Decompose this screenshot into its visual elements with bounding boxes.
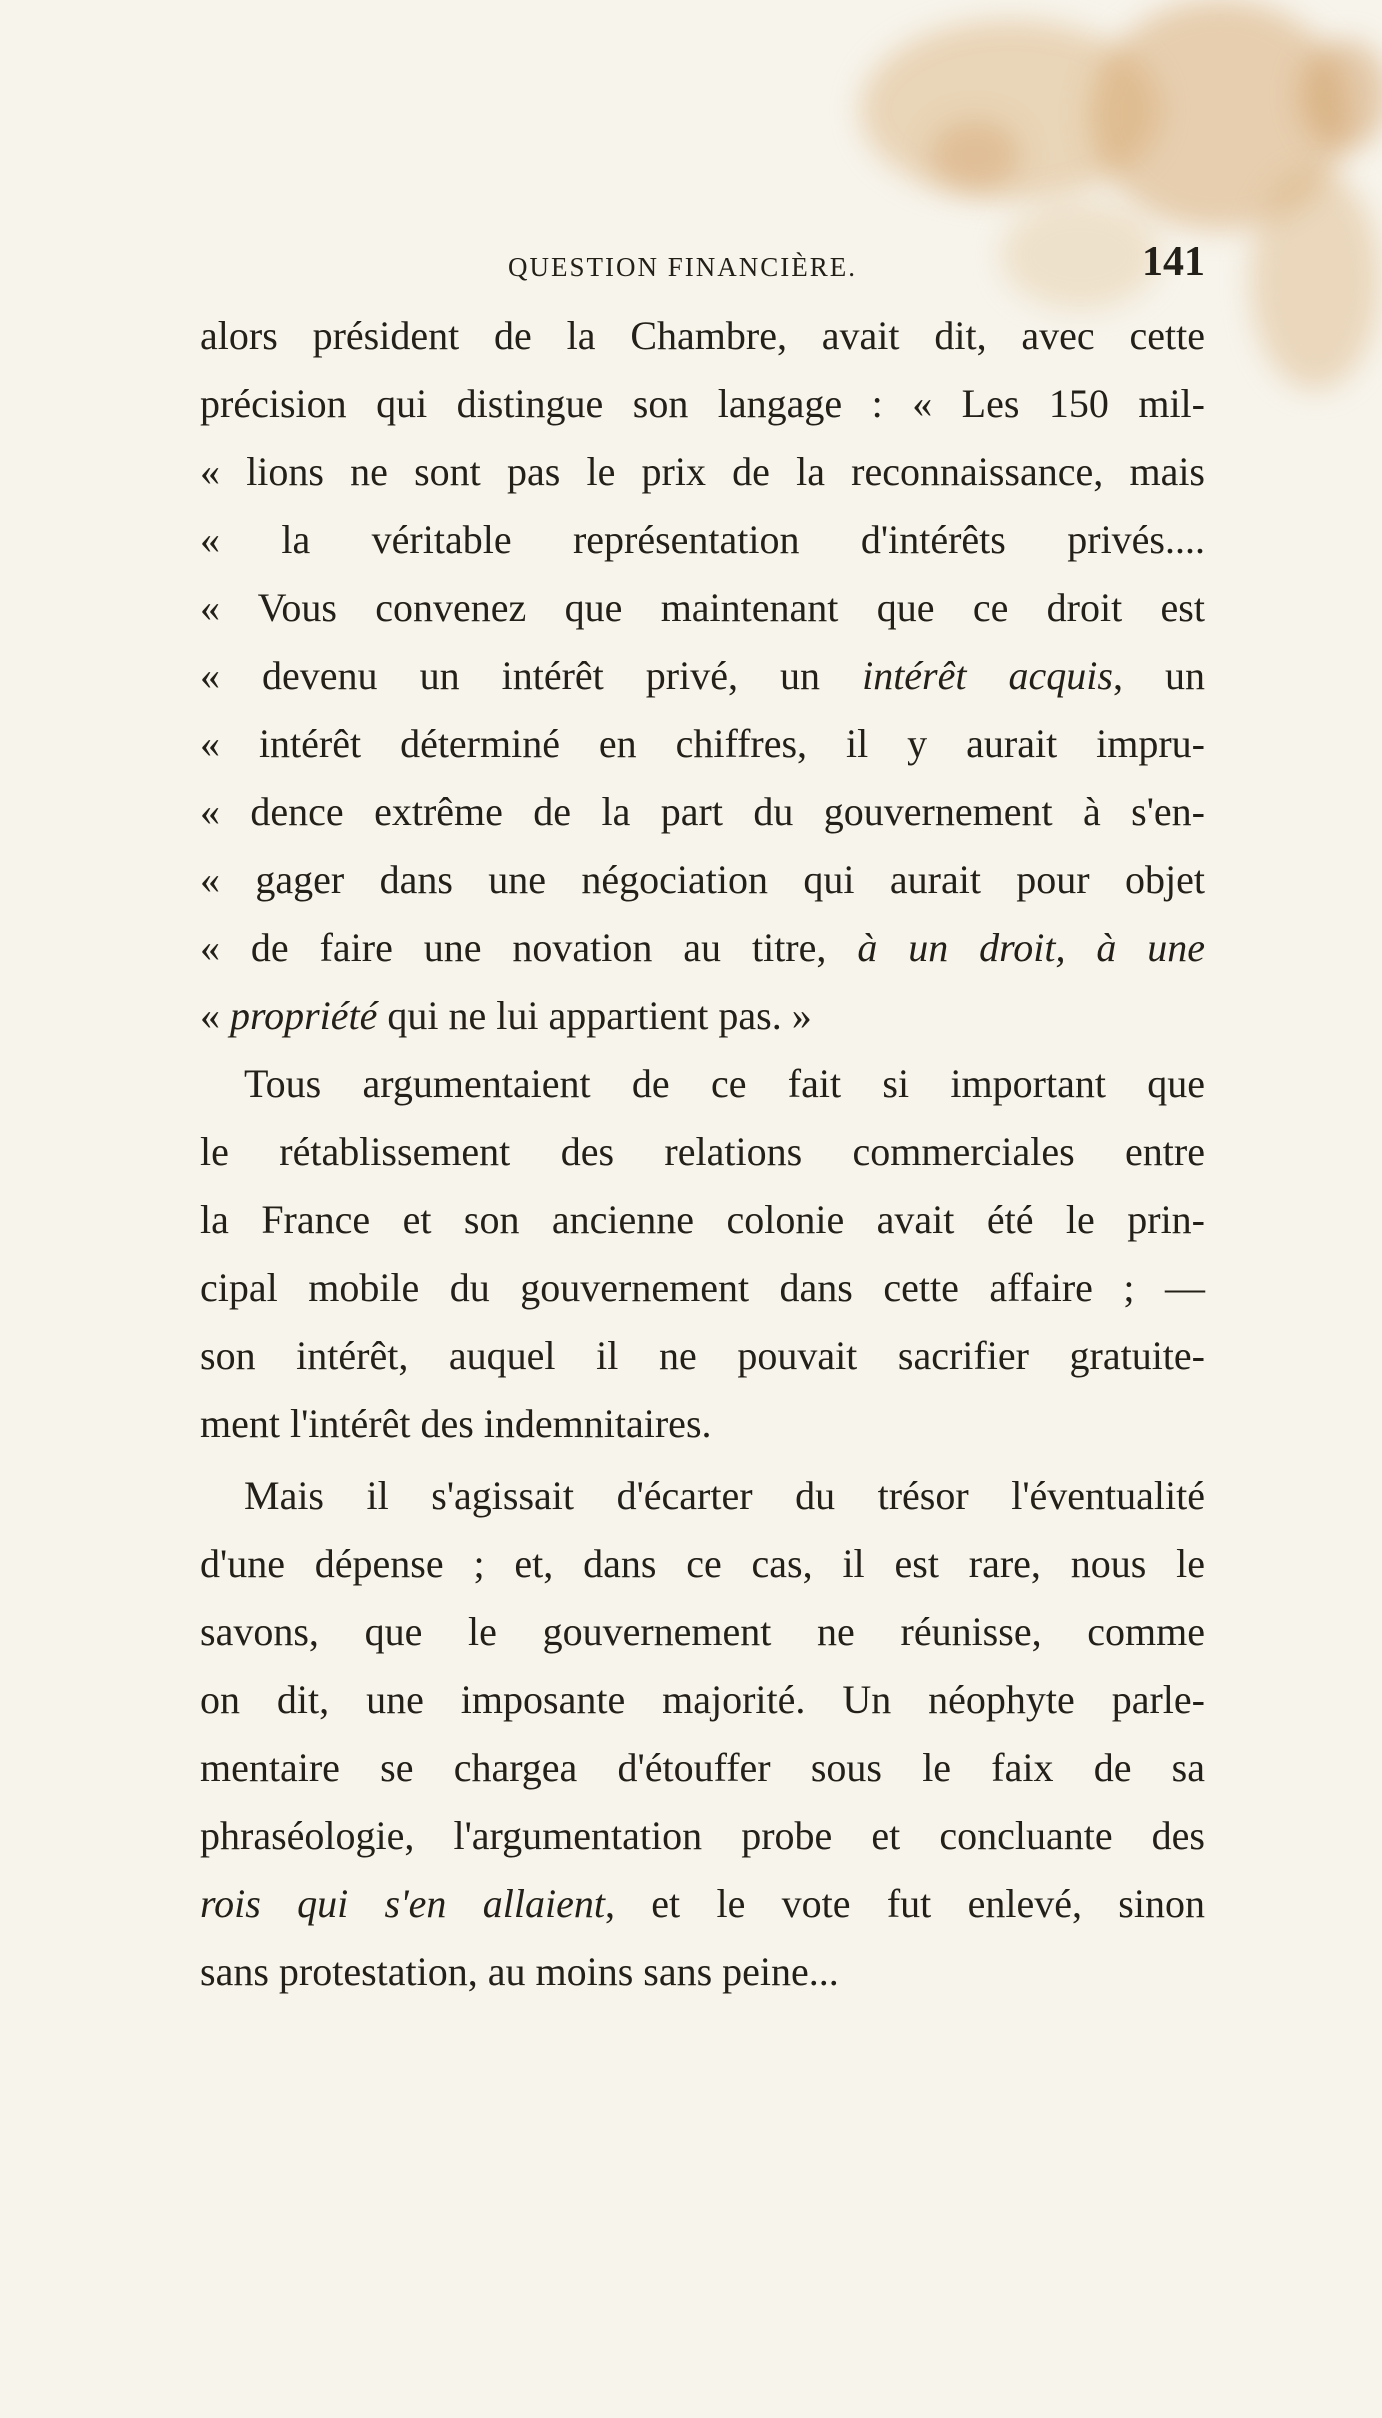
paragraph-first-line: Mais il s'agissait d'écarter du trésor l'éventualité (244, 1473, 1205, 1518)
text-line: « dence extrême de la part du gouvernement à s'en- (200, 789, 1205, 834)
italic-phrase: intérêt acquis (862, 653, 1113, 698)
text-line: cipal mobile du gouvernement dans cette affaire ; — (200, 1265, 1205, 1310)
text-line: précision qui distingue son langage : « Les 150 mil- (200, 381, 1205, 426)
text-line: phraséologie, l'argumentation probe et concluante des (200, 1813, 1205, 1858)
text-line: « gager dans une négociation qui aurait pour objet (200, 857, 1205, 902)
text-line: le rétablissement des relations commerciales entre (200, 1129, 1205, 1174)
text-line: sans protestation, au moins sans peine... (200, 1949, 839, 1994)
text-line: la France et son ancienne colonie avait été le prin- (200, 1197, 1205, 1242)
text-line: ment l'intérêt des indemnitaires. (200, 1401, 712, 1446)
text-segment: « (200, 993, 220, 1038)
italic-phrase: rois qui s'en allaient (200, 1881, 605, 1926)
text-line: « Vous convenez que maintenant que ce droit est (200, 585, 1205, 630)
running-title: QUESTION FINANCIÈRE. (508, 252, 857, 282)
text-line: « intérêt déterminé en chiffres, il y aurait impru- (200, 721, 1205, 766)
text-line: savons, que le gouvernement ne réunisse, comme (200, 1609, 1205, 1654)
text-segment: « de faire une novation au titre, (200, 925, 827, 970)
text-line (200, 914, 1205, 982)
text-segment: « devenu un intérêt privé, un (200, 653, 821, 698)
italic-phrase: à un droit, à une (857, 925, 1206, 970)
page-header (200, 238, 1205, 298)
italic-phrase: propriété (230, 993, 378, 1038)
page-number: 141 (1142, 239, 1205, 285)
text-line: mentaire se chargea d'étouffer sous le faix de sa (200, 1745, 1205, 1790)
text-segment: , un (1112, 653, 1206, 698)
text-segment: qui ne lui appartient pas. » (387, 993, 812, 1038)
text-line (200, 1870, 1205, 1938)
text-line (200, 982, 1205, 1050)
text-line: « la véritable représentation d'intérêts privés.... (200, 517, 1205, 562)
text-line: on dit, une imposante majorité. Un néophyte parle- (200, 1677, 1205, 1722)
text-line: « lions ne sont pas le prix de la reconnaissance, mais (200, 449, 1205, 494)
text-line: son intérêt, auquel il ne pouvait sacrifier gratuite- (200, 1333, 1205, 1378)
text-line: alors président de la Chambre, avait dit, avec cette (200, 313, 1205, 358)
text-line: d'une dépense ; et, dans ce cas, il est rare, nous le (200, 1541, 1205, 1586)
text-line (200, 642, 1205, 710)
body-text (200, 302, 1205, 2006)
text-segment: , et le vote fut enlevé, sinon (604, 1881, 1205, 1926)
paragraph-first-line: Tous argumentaient de ce fait si important que (244, 1061, 1205, 1106)
